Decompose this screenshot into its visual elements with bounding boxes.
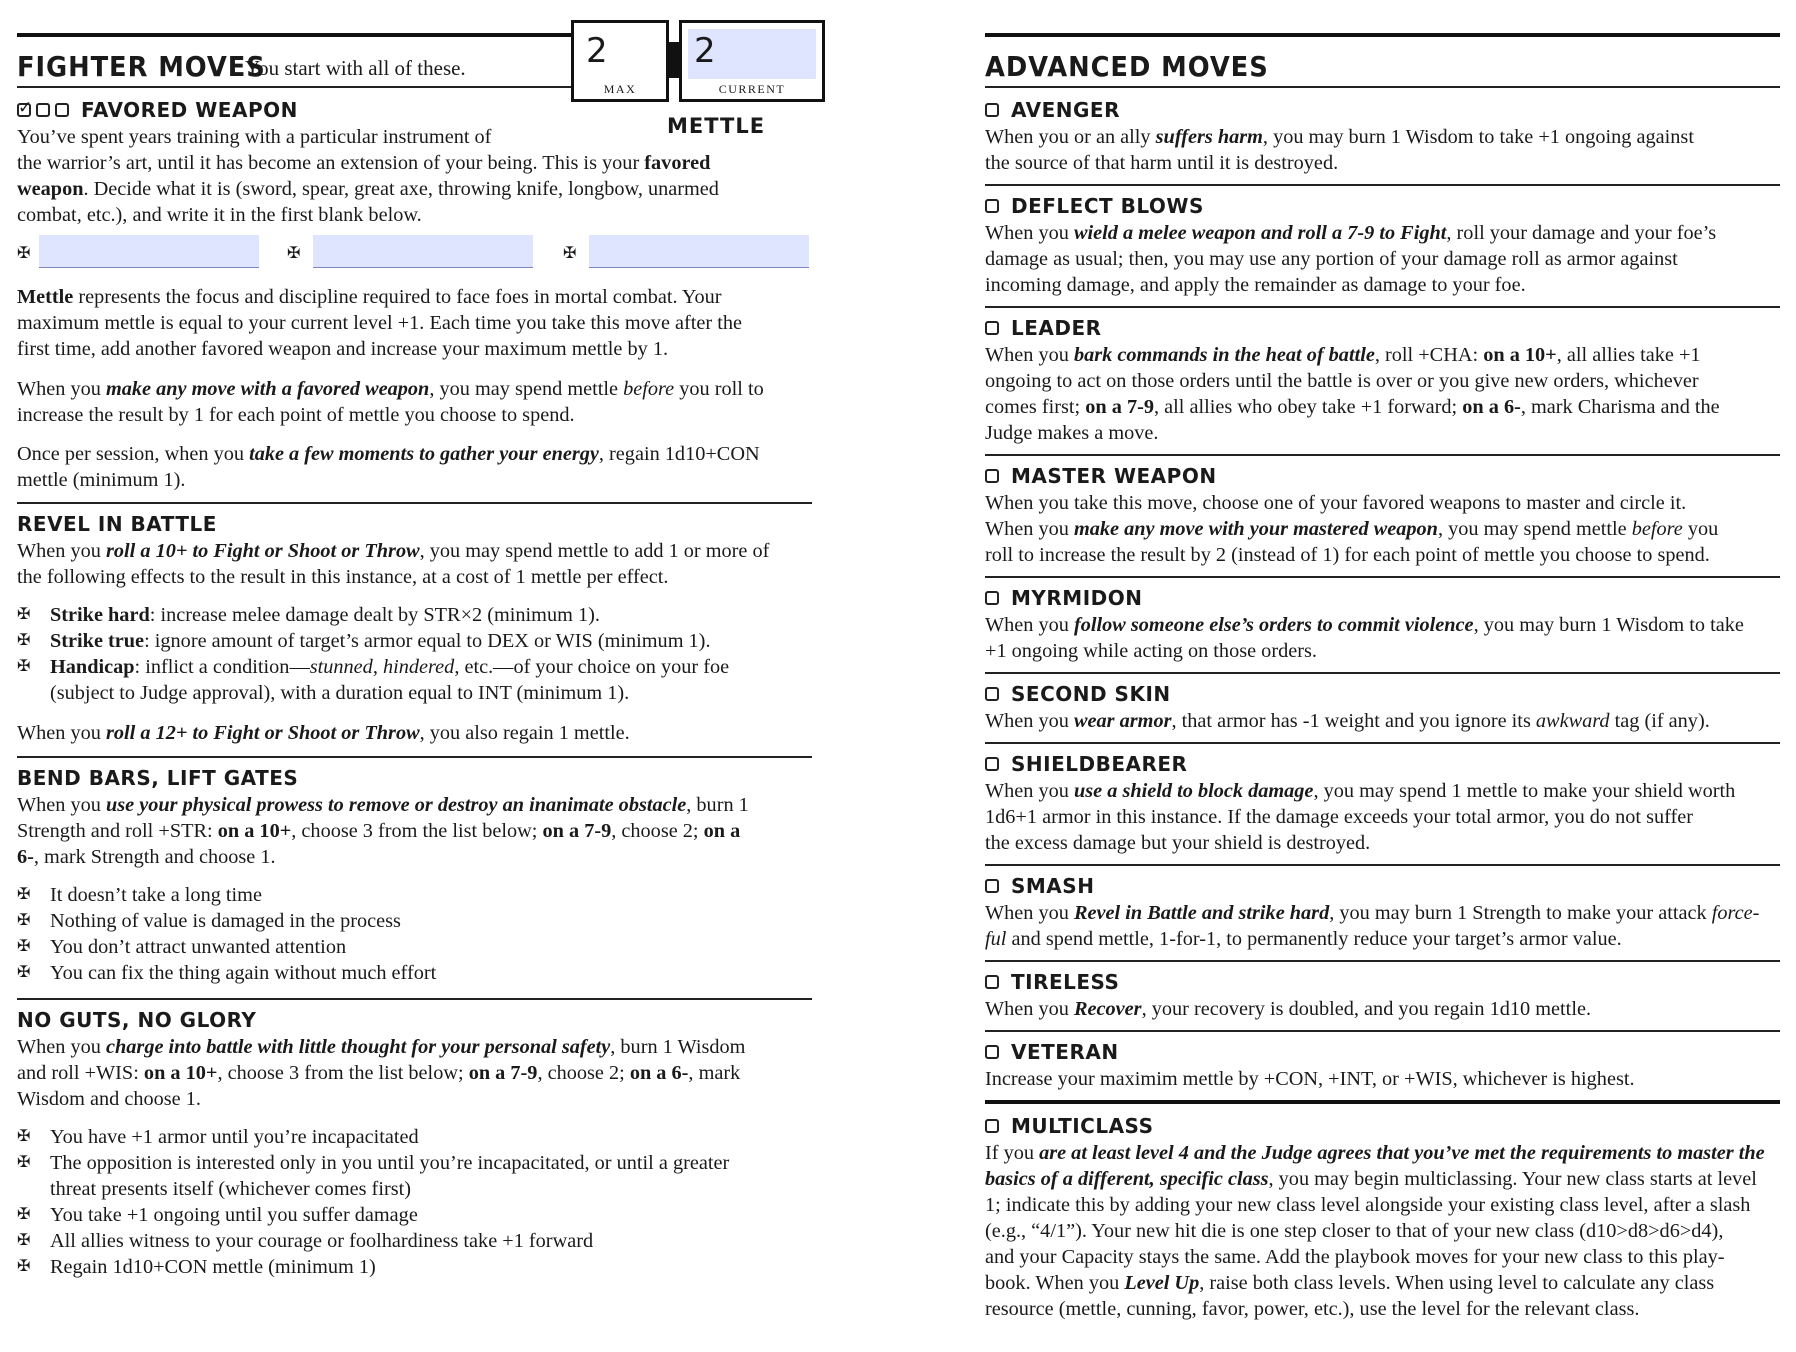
fw-p4-a: Once per session, when you xyxy=(17,443,250,465)
favored-weapon-p2 xyxy=(17,284,812,362)
revel-in-battle-title: REVEL IN BATTLE xyxy=(17,512,217,536)
mettle-current-value[interactable]: 2 xyxy=(694,31,716,71)
divider xyxy=(17,502,812,504)
shieldbearer-title: SHIELDBEARER xyxy=(1011,752,1188,776)
rv-p2-c: , you also regain 1 mettle. xyxy=(419,722,630,744)
tireless-checkbox[interactable] xyxy=(985,975,999,989)
favored-weapon-p3 xyxy=(17,376,812,428)
divider xyxy=(17,756,812,758)
ld-e: , all allies take +1 ongoing to act on those orders until the battle is over or you give new orders, whichever comes first; xyxy=(985,344,1701,418)
guts-bullets xyxy=(17,1124,812,1280)
bend-bullets xyxy=(17,882,812,986)
mw-b: make any move with your mastered weapon xyxy=(1074,518,1438,540)
veteran-title: VETERAN xyxy=(1011,1040,1119,1064)
deflect-blows-checkbox[interactable] xyxy=(985,199,999,213)
bb-a: When you xyxy=(17,794,106,816)
heading-rule xyxy=(17,86,572,88)
ti-a: When you xyxy=(985,998,1074,1020)
bb-b: use your physical prowess to remove or destroy an inanimate obstacle xyxy=(106,794,687,816)
mettle-current-box[interactable] xyxy=(679,20,825,102)
bend-bars-title: BEND BARS, LIFT GATES xyxy=(17,766,299,790)
section-rule xyxy=(985,1100,1780,1104)
bend-p1 xyxy=(17,792,812,870)
mc-e: , raise both class levels. When using level to calculate any class resource (mettle, cunning, favor, power, etc.), use the level for the relevant class. xyxy=(985,1272,1715,1320)
revel-bullets xyxy=(17,602,812,706)
multiclass-title-row xyxy=(985,1114,1153,1138)
divider xyxy=(985,742,1780,744)
mettle-max-box[interactable] xyxy=(571,20,669,102)
ld-c: , roll +CHA: xyxy=(1374,344,1484,366)
mc-b: are at least level 4 and the Judge agrees that you’ve met the requirements to master the basics of a different, specific class xyxy=(985,1142,1765,1190)
fw-p3-d: before xyxy=(623,378,675,400)
mw-d: before xyxy=(1631,518,1683,540)
top-rule xyxy=(985,33,1780,37)
favored-weapon-blank-3[interactable] xyxy=(589,235,809,268)
sm-c: , you may burn 1 Strength to make your attack xyxy=(1329,902,1712,924)
myrmidon-text xyxy=(985,612,1780,664)
fighter-moves-column xyxy=(17,0,812,1352)
avenger-checkbox[interactable] xyxy=(985,103,999,117)
fw-p1-a: You’ve spent years training with a particular instrument of the warrior’s art, until it has become an extension of your being. This is your xyxy=(17,126,645,174)
no-guts-title: NO GUTS, NO GLORY xyxy=(17,1008,257,1032)
avenger-title: AVENGER xyxy=(1011,98,1120,122)
advanced-moves-column xyxy=(985,0,1780,1352)
ng-d: on a 10+ xyxy=(143,1062,218,1084)
second-skin-title-row xyxy=(985,682,1171,706)
ng-f: on a 7-9 xyxy=(468,1062,538,1084)
av-b: suffers harm xyxy=(1155,126,1263,148)
mw-e: you roll to increase the result by 2 (instead of 1) for each point of mettle you choose to spend. xyxy=(985,518,1719,566)
ss-e: tag (if any). xyxy=(1609,710,1710,732)
cross-icon: ✠ xyxy=(287,245,301,262)
ss-c: , that armor has -1 weight and you ignore its xyxy=(1171,710,1536,732)
ti-c: , your recovery is doubled, and you regain 1d10 mettle. xyxy=(1141,998,1592,1020)
list-item: ✠ Handicap: inflict a condition—stunned, hindered, etc.—of your choice on your foe (subject to Judge approval), with a duration equal to INT (minimum 1). xyxy=(17,654,812,706)
shieldbearer-title-row xyxy=(985,752,1187,776)
mettle-current-caption: CURRENT xyxy=(718,82,786,96)
rv-p1-b: roll a 10+ to Fight or Shoot or Throw xyxy=(106,540,420,562)
mettle-max-caption: MAX xyxy=(603,82,637,96)
av-a: When you or an ally xyxy=(985,126,1156,148)
favored-weapon-blank-1[interactable] xyxy=(39,235,259,268)
favored-weapon-p4 xyxy=(17,441,812,493)
sb-c: , you may spend 1 mettle to make your shield worth 1d6+1 armor in this instance. If the damage exceeds your total armor, you do not suffer the excess damage but your shield is destroyed. xyxy=(985,780,1736,854)
mw-a: When you take this move, choose one of your favored weapons to master and circle it. When you xyxy=(985,492,1687,540)
bb-h: on a 6- xyxy=(17,820,741,868)
favored-weapon-title: FAVORED WEAPON xyxy=(81,98,298,122)
list-item: ✠ You take +1 ongoing until you suffer damage xyxy=(17,1202,812,1228)
divider xyxy=(985,454,1780,456)
fw-p3-a: When you xyxy=(17,378,106,400)
ld-g: , all allies who obey take +1 forward; xyxy=(1154,396,1463,418)
fw-p3-c: , you may spend mettle xyxy=(429,378,624,400)
ng-c: , burn 1 Wisdom and roll +WIS: xyxy=(17,1036,746,1084)
ss-b: wear armor xyxy=(1074,710,1172,732)
list-item: ✠ You can fix the thing again without much effort xyxy=(17,960,812,986)
fw-p4-b: take a few moments to gather your energy xyxy=(249,443,599,465)
myrmidon-checkbox[interactable] xyxy=(985,591,999,605)
ld-b: bark commands in the heat of battle xyxy=(1074,344,1375,366)
divider xyxy=(985,184,1780,186)
smash-checkbox[interactable] xyxy=(985,879,999,893)
mettle-label: METTLE xyxy=(667,114,766,138)
myrmidon-title: MYRMIDON xyxy=(1011,586,1143,610)
leader-text xyxy=(985,342,1780,446)
list-item: ✠ Strike true: ignore amount of target’s armor equal to DEX or WIS (minimum 1). xyxy=(17,628,812,654)
advanced-moves-heading: ADVANCED MOVES xyxy=(985,50,1269,83)
ld-h: on a 6- xyxy=(1462,396,1521,418)
fighter-moves-heading: FIGHTER MOVES xyxy=(17,50,266,83)
multiclass-text xyxy=(985,1140,1780,1322)
sm-e: and spend mettle, 1-for-1, to permanently reduce your target’s armor value. xyxy=(1006,928,1622,950)
bb-i: , mark Strength and choose 1. xyxy=(33,846,276,868)
ng-i: , mark Wisdom and choose 1. xyxy=(17,1062,741,1110)
list-item: ✠ Nothing of value is damaged in the process xyxy=(17,908,812,934)
db-b: wield a melee weapon and roll a 7-9 to Fight xyxy=(1074,222,1447,244)
sm-a: When you xyxy=(985,902,1074,924)
avenger-title-row xyxy=(985,98,1120,122)
fighter-moves-subheading: You start with all of these. xyxy=(245,56,466,80)
ld-i: , mark Charisma and the Judge makes a move. xyxy=(985,396,1720,444)
sb-b: use a shield to block damage xyxy=(1074,780,1314,802)
cross-icon: ✠ xyxy=(563,245,577,262)
multiclass-title: MULTICLASS xyxy=(1011,1114,1154,1138)
cross-icon: ✠ xyxy=(17,245,31,262)
bb-d: on a 10+ xyxy=(217,820,292,842)
tireless-title: TIRELESS xyxy=(1011,970,1120,994)
revel-p1 xyxy=(17,538,812,590)
ss-a: When you xyxy=(985,710,1074,732)
revel-p2 xyxy=(17,720,812,746)
myrmidon-title-row xyxy=(985,586,1142,610)
fw-p2-a: Mettle xyxy=(17,286,74,308)
fw-p1-c: . Decide what it is (sword, spear, great axe, throwing knife, longbow, unarmed combat, etc.), and write it in the first blank below. xyxy=(17,178,719,226)
ng-g: , choose 2; xyxy=(537,1062,630,1084)
divider xyxy=(985,864,1780,866)
fw-p3-b: make any move with a favored weapon xyxy=(106,378,430,400)
bb-e: , choose 3 from the list below; xyxy=(291,820,543,842)
rv-p2-b: roll a 12+ to Fight or Shoot or Throw xyxy=(106,722,420,744)
favored-weapon-blank-2[interactable] xyxy=(313,235,533,268)
fw-p4-c: , regain 1d10+CON mettle (minimum 1). xyxy=(17,443,760,491)
leader-title: LEADER xyxy=(1011,316,1102,340)
second-skin-checkbox[interactable] xyxy=(985,687,999,701)
smash-text xyxy=(985,900,1780,952)
list-item: ✠ The opposition is interested only in you until you’re incapacitated, or until a greater threat presents itself (whichever comes first) xyxy=(17,1150,812,1202)
avenger-text xyxy=(985,124,1780,176)
ng-b: charge into battle with little thought for your personal safety xyxy=(106,1036,611,1058)
rv-p1-c: , you may spend mettle to add 1 or more of the following effects to the result in this instance, at a cost of 1 mettle per effect. xyxy=(17,540,770,588)
leader-checkbox[interactable] xyxy=(985,321,999,335)
second-skin-title: SECOND SKIN xyxy=(1011,682,1171,706)
tireless-text xyxy=(985,996,1780,1022)
fw-p3-e: you roll to increase the result by 1 for each point of mettle you choose to spend. xyxy=(17,378,764,426)
list-item: ✠ Regain 1d10+CON mettle (minimum 1) xyxy=(17,1254,812,1280)
top-rule xyxy=(17,33,572,37)
divider xyxy=(985,672,1780,674)
list-item: ✠ Strike hard: increase melee damage dealt by STR×2 (minimum 1). xyxy=(17,602,812,628)
mc-a: If you xyxy=(985,1142,1040,1164)
favored-weapon-p1 xyxy=(17,124,812,228)
rv-p2-a: When you xyxy=(17,722,106,744)
my-b: follow someone else’s orders to commit violence xyxy=(1074,614,1474,636)
bb-g: , choose 2; xyxy=(611,820,704,842)
list-item: ✠ All allies witness to your courage or foolhardiness take +1 forward xyxy=(17,1228,812,1254)
sb-a: When you xyxy=(985,780,1074,802)
my-c: , you may burn 1 Wisdom to take +1 ongoing while acting on those orders. xyxy=(985,614,1744,662)
sm-b: Revel in Battle and strike hard xyxy=(1074,902,1330,924)
master-weapon-checkbox[interactable] xyxy=(985,469,999,483)
deflect-blows-title: DEFLECT BLOWS xyxy=(1011,194,1204,218)
master-weapon-title-row xyxy=(985,464,1217,488)
heading-rule xyxy=(985,86,1780,88)
favored-weapon-checkbox-2[interactable] xyxy=(36,103,50,117)
av-c: , you may burn 1 Wisdom to take +1 ongoing against the source of that harm until it is destroyed. xyxy=(985,126,1694,174)
sm-d: force- ful xyxy=(985,902,1760,950)
list-item: ✠ It doesn’t take a long time xyxy=(17,882,812,908)
veteran-checkbox[interactable] xyxy=(985,1045,999,1059)
tireless-title-row xyxy=(985,970,1119,994)
favored-weapon-checkbox-3[interactable] xyxy=(55,103,69,117)
veteran-title-row xyxy=(985,1040,1119,1064)
master-weapon-text xyxy=(985,490,1780,568)
fw-p2-b: represents the focus and discipline required to face foes in mortal combat. Your maximum mettle is equal to your current level +1. Each time you take this move after the first time, add another favored weapon and increase your maximum mettle by 1. xyxy=(17,286,743,360)
list-item: ✠ You don’t attract unwanted attention xyxy=(17,934,812,960)
veteran-text: Increase your maximim mettle by +CON, +INT, or +WIS, whichever is highest. xyxy=(985,1068,1635,1090)
smash-title-row xyxy=(985,874,1094,898)
ld-a: When you xyxy=(985,344,1074,366)
ng-a: When you xyxy=(17,1036,106,1058)
deflect-blows-text xyxy=(985,220,1780,298)
ng-h: on a 6- xyxy=(629,1062,689,1084)
fw-p1-b: favored weapon xyxy=(17,152,711,200)
ld-d: on a 10+ xyxy=(1483,344,1557,366)
my-a: When you xyxy=(985,614,1074,636)
list-item: ✠ You have +1 armor until you’re incapacitated xyxy=(17,1124,812,1150)
guts-p1 xyxy=(17,1034,812,1112)
master-weapon-title: MASTER WEAPON xyxy=(1011,464,1217,488)
ld-f: on a 7-9 xyxy=(1085,396,1155,418)
favored-weapon-title-row xyxy=(17,98,298,122)
divider xyxy=(985,306,1780,308)
mettle-max-value[interactable]: 2 xyxy=(586,31,608,71)
second-skin-text xyxy=(985,708,1780,734)
divider xyxy=(17,998,812,1000)
db-a: When you xyxy=(985,222,1074,244)
shieldbearer-checkbox[interactable] xyxy=(985,757,999,771)
mc-c: , you may begin multiclassing. Your new class starts at level 1; indicate this by adding your new class level alongside your existing class level, after a slash (e.g., “4/1”). Your new hit die is one step closer to that of your new class (d10>d8>d6>d4), and your Capacity stays the same. Add the playbook moves for your new class to this play- book. When you xyxy=(985,1168,1757,1294)
deflect-blows-title-row xyxy=(985,194,1204,218)
divider xyxy=(985,960,1780,962)
shieldbearer-text xyxy=(985,778,1780,856)
divider xyxy=(985,576,1780,578)
smash-title: SMASH xyxy=(1011,874,1095,898)
mc-d: Level Up xyxy=(1124,1272,1200,1294)
ti-b: Recover xyxy=(1074,998,1142,1020)
bb-f: on a 7-9 xyxy=(542,820,612,842)
ss-d: awkward xyxy=(1535,710,1610,732)
favored-weapon-checkbox-1[interactable] xyxy=(17,103,31,117)
mw-c: , you may spend mettle xyxy=(1437,518,1632,540)
divider xyxy=(985,1030,1780,1032)
multiclass-checkbox[interactable] xyxy=(985,1119,999,1133)
bb-c: , burn 1 Strength and roll +STR: xyxy=(17,794,749,842)
rv-p1-a: When you xyxy=(17,540,106,562)
favored-weapon-blanks xyxy=(17,233,812,269)
leader-title-row xyxy=(985,316,1102,340)
db-c: , roll your damage and your foe’s damage as usual; then, you may use any portion of your damage roll as armor against incoming damage, and apply the remainder as damage to your foe. xyxy=(985,222,1717,296)
ng-e: , choose 3 from the list below; xyxy=(217,1062,469,1084)
